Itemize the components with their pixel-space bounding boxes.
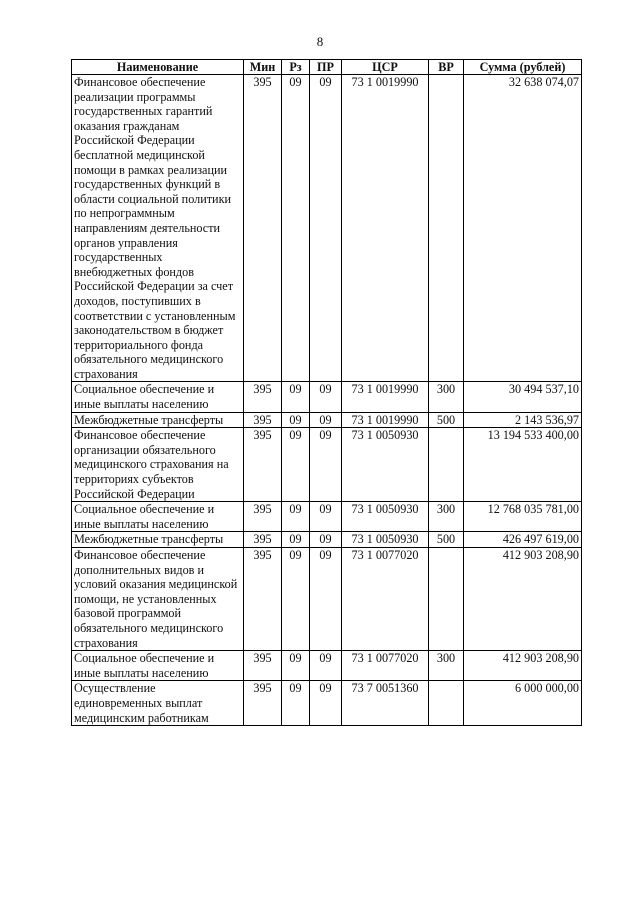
row-pr: 09 (310, 382, 342, 412)
row-csr: 73 1 0077020 (342, 651, 429, 681)
row-rz: 09 (282, 428, 310, 502)
row-pr: 09 (310, 412, 342, 428)
header-pr: ПР (310, 60, 342, 75)
row-vr (429, 681, 464, 726)
row-vr: 500 (429, 412, 464, 428)
table-row (72, 651, 582, 681)
row-rz: 09 (282, 681, 310, 726)
row-min: 395 (244, 502, 282, 532)
row-csr: 73 1 0050930 (342, 428, 429, 502)
row-csr: 73 1 0050930 (342, 502, 429, 532)
header-min: Мин (244, 60, 282, 75)
row-sum: 32 638 074,07 (464, 75, 582, 382)
row-vr: 300 (429, 502, 464, 532)
row-rz: 09 (282, 412, 310, 428)
row-rz: 09 (282, 651, 310, 681)
row-sum: 6 000 000,00 (464, 681, 582, 726)
row-rz: 09 (282, 502, 310, 532)
row-min: 395 (244, 428, 282, 502)
row-csr: 73 1 0019990 (342, 75, 429, 382)
row-sum: 12 768 035 781,00 (464, 502, 582, 532)
row-pr: 09 (310, 502, 342, 532)
row-name: Социальное обеспечение и иные выплаты населению (72, 382, 244, 412)
row-csr: 73 1 0019990 (342, 382, 429, 412)
row-name: Межбюджетные трансферты (72, 532, 244, 548)
row-sum: 412 903 208,90 (464, 651, 582, 681)
table-row (72, 502, 582, 532)
table-row (72, 532, 582, 548)
row-sum: 412 903 208,90 (464, 548, 582, 651)
row-vr: 500 (429, 532, 464, 548)
row-csr: 73 1 0019990 (342, 412, 429, 428)
table-row (72, 428, 582, 502)
row-sum: 30 494 537,10 (464, 382, 582, 412)
row-sum: 13 194 533 400,00 (464, 428, 582, 502)
row-sum: 2 143 536,97 (464, 412, 582, 428)
row-name: Социальное обеспечение и иные выплаты населению (72, 502, 244, 532)
table-header-row (72, 60, 582, 75)
row-rz: 09 (282, 548, 310, 651)
table-row (72, 548, 582, 651)
row-csr: 73 1 0077020 (342, 548, 429, 651)
row-min: 395 (244, 75, 282, 382)
table-row (72, 412, 582, 428)
row-pr: 09 (310, 75, 342, 382)
row-name: Межбюджетные трансферты (72, 412, 244, 428)
row-csr: 73 7 0051360 (342, 681, 429, 726)
header-rz: Рз (282, 60, 310, 75)
row-name: Социальное обеспечение и иные выплаты населению (72, 651, 244, 681)
row-vr: 300 (429, 382, 464, 412)
header-vr: ВР (429, 60, 464, 75)
row-min: 395 (244, 532, 282, 548)
row-pr: 09 (310, 428, 342, 502)
row-name: Финансовое обеспечение организации обязательного медицинского страхования на территориях субъектов Российской Федерации (72, 428, 244, 502)
row-min: 395 (244, 651, 282, 681)
header-name: Наименование (72, 60, 244, 75)
row-vr (429, 548, 464, 651)
row-min: 395 (244, 548, 282, 651)
row-min: 395 (244, 681, 282, 726)
row-rz: 09 (282, 532, 310, 548)
row-vr: 300 (429, 651, 464, 681)
row-pr: 09 (310, 532, 342, 548)
row-min: 395 (244, 412, 282, 428)
row-sum: 426 497 619,00 (464, 532, 582, 548)
table-row (72, 382, 582, 412)
row-vr (429, 428, 464, 502)
page-number: 8 (316, 34, 324, 49)
row-min: 395 (244, 382, 282, 412)
row-pr: 09 (310, 651, 342, 681)
row-pr: 09 (310, 548, 342, 651)
table-row (72, 75, 582, 382)
header-csr: ЦСР (342, 60, 429, 75)
table-row (72, 681, 582, 726)
row-csr: 73 1 0050930 (342, 532, 429, 548)
row-name: Финансовое обеспечение дополнительных видов и условий оказания медицинской помощи, не установленных базовой программой обязательного медицинского страхования (72, 548, 244, 651)
row-rz: 09 (282, 75, 310, 382)
header-sum: Сумма (рублей) (464, 60, 582, 75)
row-name: Финансовое обеспечение реализации программы государственных гарантий оказания гражданам Российской Федерации бесплатной медицинской помощи в рамках реализации государственных функций в области социальной политики по непрограммным направлениям деятельности органов управления государственных внебюджетных фондов Российской Федерации за счет доходов, поступивших в соответствии с установленным законодательством в бюджет территориального фонда обязательного медицинского страхования (72, 75, 244, 382)
row-vr (429, 75, 464, 382)
row-pr: 09 (310, 681, 342, 726)
budget-table (71, 59, 582, 726)
row-rz: 09 (282, 382, 310, 412)
row-name: Осуществление единовременных выплат медицинским работникам (72, 681, 244, 726)
